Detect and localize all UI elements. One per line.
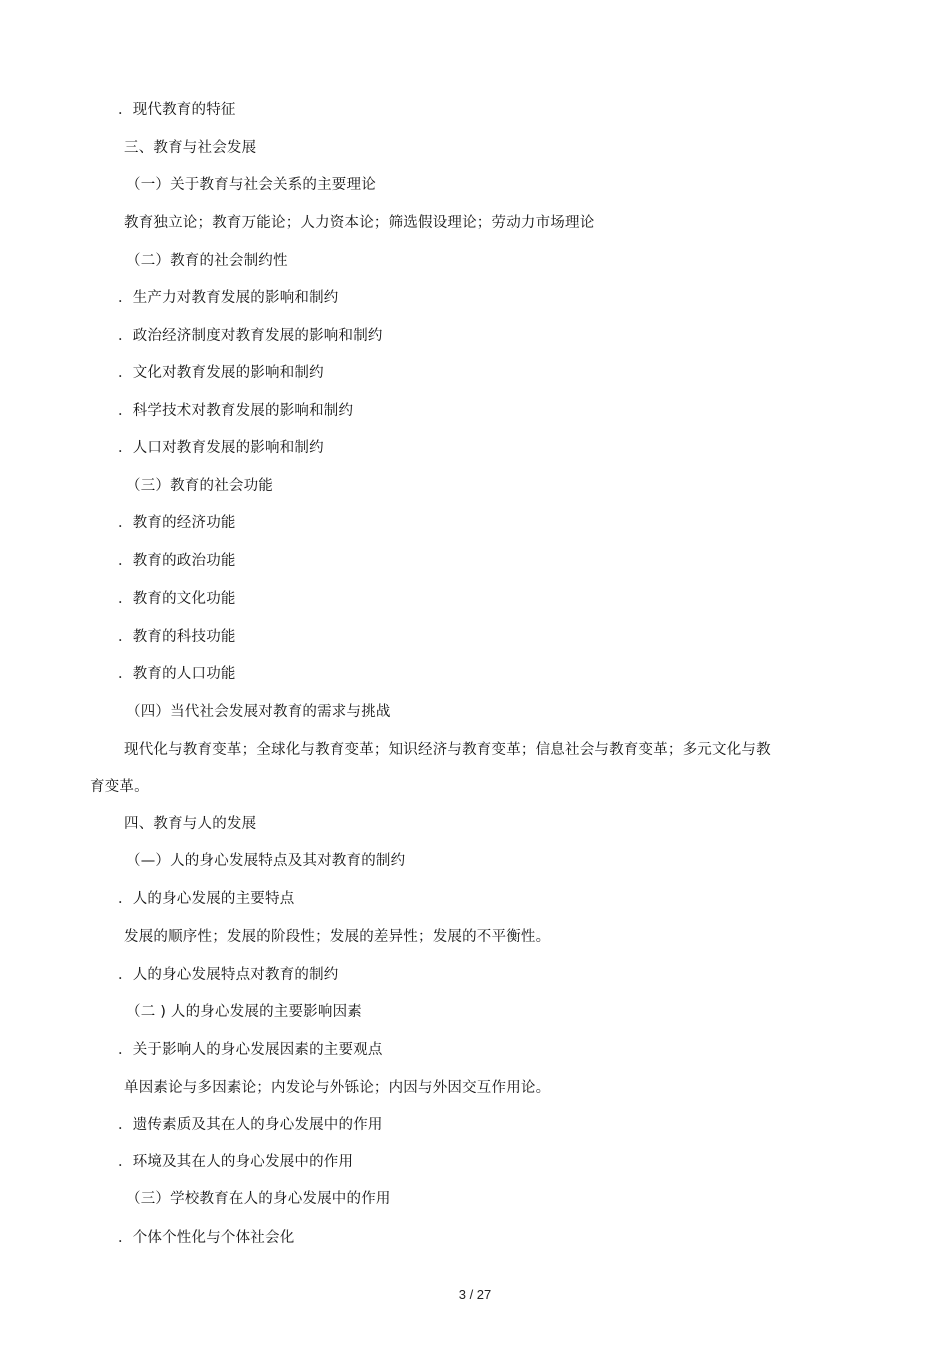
- list-item: ．教育的政治功能: [118, 553, 236, 569]
- list-item: ．关于影响人的身心发展因素的主要观点: [118, 1042, 383, 1058]
- subsection-heading: （三）教育的社会功能: [126, 478, 273, 494]
- section-heading: 三、教育与社会发展: [124, 140, 257, 156]
- list-item: ．人口对教育发展的影响和制约: [118, 440, 324, 456]
- list-item: ．教育的人口功能: [118, 666, 236, 682]
- text-line-continuation: 育变革。: [90, 779, 149, 795]
- subsection-heading: （三）学校教育在人的身心发展中的作用: [126, 1191, 391, 1207]
- list-item: ．个体个性化与个体社会化: [118, 1230, 295, 1246]
- list-item: ．环境及其在人的身心发展中的作用: [118, 1154, 354, 1170]
- subsection-heading: （四）当代社会发展对教育的需求与挑战: [126, 704, 391, 720]
- list-item: ．教育的文化功能: [118, 591, 236, 607]
- list-item: ．人的身心发展的主要特点: [118, 891, 295, 907]
- subsection-heading: （一）关于教育与社会关系的主要理论: [126, 177, 376, 193]
- list-item: ．教育的经济功能: [118, 515, 236, 531]
- page-number: 3 / 27: [458, 1287, 492, 1302]
- list-item: ．人的身心发展特点对教育的制约: [118, 967, 339, 983]
- text-line: 现代化与教育变革；全球化与教育变革；知识经济与教育变革；信息社会与教育变革；多元文化与教: [124, 742, 771, 758]
- list-item: ．生产力对教育发展的影响和制约: [118, 290, 339, 306]
- text-line: 教育独立论；教育万能论；人力资本论；筛选假设理论；劳动力市场理论: [124, 215, 595, 231]
- text-line: ．现代教育的特征: [118, 102, 236, 118]
- list-item: ．政治经济制度对教育发展的影响和制约: [118, 328, 383, 344]
- list-item: ．遗传素质及其在人的身心发展中的作用: [118, 1117, 383, 1133]
- subsection-heading: （—）人的身心发展特点及其对教育的制约: [126, 853, 406, 869]
- list-item: ．科学技术对教育发展的影响和制约: [118, 403, 354, 419]
- list-item: ．教育的科技功能: [118, 629, 236, 645]
- subsection-heading: （二 ) 人的身心发展的主要影响因素: [126, 1004, 362, 1020]
- text-line: 单因素论与多因素论；内发论与外铄论；内因与外因交互作用论。: [124, 1080, 551, 1096]
- text-line: 发展的顺序性；发展的阶段性；发展的差异性；发展的不平衡性。: [124, 929, 551, 945]
- section-heading: 四、教育与人的发展: [124, 816, 257, 832]
- subsection-heading: （二）教育的社会制约性: [126, 253, 288, 269]
- list-item: ．文化对教育发展的影响和制约: [118, 365, 324, 381]
